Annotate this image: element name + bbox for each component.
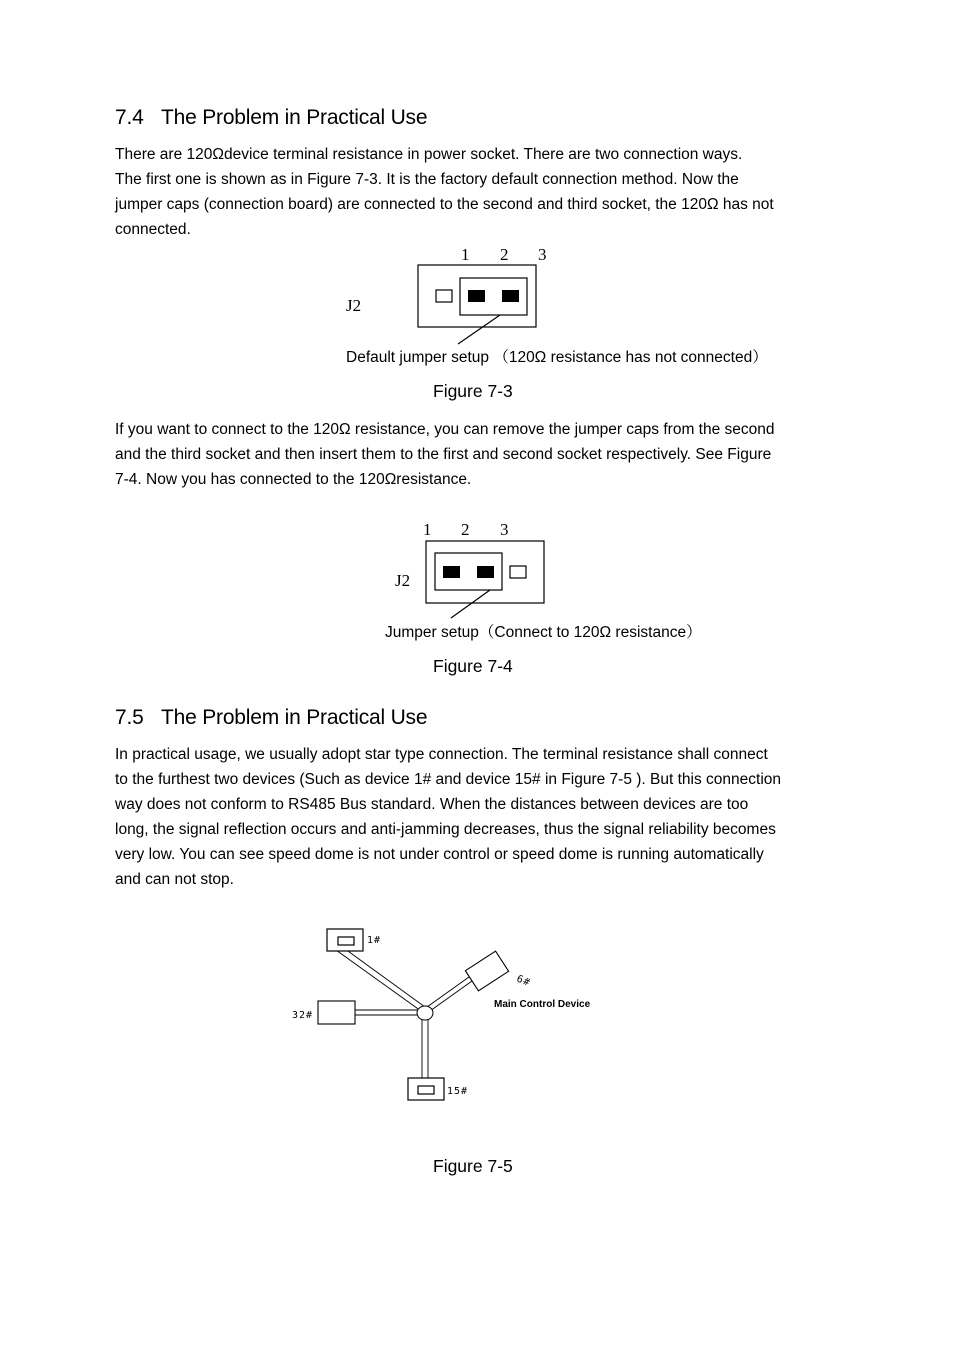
section-7-5-heading <box>115 706 427 730</box>
figure-7-5-label: Figure 7-5 <box>433 1156 513 1176</box>
figure-7-3-diagram <box>0 240 954 350</box>
jumper-label: J2 <box>395 571 411 590</box>
text-line: 7-4. Now you has connected to the 120Ωresistance. <box>115 471 472 488</box>
pin-number-1: 1 <box>461 245 470 264</box>
pin-1-shorted <box>443 566 460 578</box>
pin-number-3: 3 <box>500 520 509 539</box>
pin-3-shorted <box>502 290 519 302</box>
device-1-box <box>327 929 363 951</box>
device-32-box <box>318 1001 355 1024</box>
pin-2-shorted <box>468 290 485 302</box>
pin-2-shorted <box>477 566 494 578</box>
text-line: and can not stop. <box>115 871 234 888</box>
paragraph-star-connection <box>115 742 845 892</box>
main-control-device-label: Main Control Device <box>494 999 591 1010</box>
cable-to-32 <box>355 1010 419 1015</box>
pin-3-open <box>510 566 526 578</box>
text-line: If you want to connect to the 120Ω resistance, you can remove the jumper caps from the second <box>115 421 775 438</box>
section-number: 7.5 <box>115 706 144 729</box>
text-line: way does not conform to RS485 Bus standard. When the distances between devices are too <box>115 796 749 813</box>
text-line: connected. <box>115 221 191 238</box>
text-line: long, the signal reflection occurs and anti-jamming decreases, thus the signal reliability becomes <box>115 821 776 838</box>
device-6-box <box>465 951 508 991</box>
pin-number-2: 2 <box>461 520 470 539</box>
text-line: jumper caps (connection board) are connected to the second and third socket, the 120Ω has not <box>115 196 774 213</box>
figure-7-5-diagram <box>0 915 954 1115</box>
junction-node <box>417 1006 433 1020</box>
text-line: The first one is shown as in Figure 7-3. It is the factory default connection method. Now the <box>115 171 739 188</box>
text-line: and the third socket and then insert them to the first and second socket respectively. See Figure <box>115 446 772 463</box>
device-6-label: 6# <box>514 973 533 990</box>
leader-line <box>451 590 490 618</box>
section-title: The Problem in Practical Use <box>161 106 428 129</box>
cable-to-15 <box>422 1020 428 1080</box>
text-line: to the furthest two devices (Such as device 1# and device 15# in Figure 7-5 ). But this connection <box>115 771 782 788</box>
pin-number-3: 3 <box>538 245 547 264</box>
pin-number-1: 1 <box>423 520 432 539</box>
section-number: 7.4 <box>115 106 144 129</box>
leader-line <box>458 315 500 344</box>
figure-7-4-label: Figure 7-4 <box>433 656 513 676</box>
pin-number-2: 2 <box>500 245 509 264</box>
device-32-label: 32# <box>292 1010 314 1021</box>
figure-7-3-caption: Default jumper setup （120Ω resistance has not connected） <box>346 349 768 366</box>
device-15-box <box>408 1078 444 1100</box>
pin-1-open <box>436 290 452 302</box>
text-line: In practical usage, we usually adopt star type connection. The terminal resistance shall connect <box>115 746 768 763</box>
jumper-label: J2 <box>346 296 362 315</box>
device-15-label: 15# <box>447 1086 469 1097</box>
device-1-label: 1# <box>367 935 382 946</box>
section-7-4-heading <box>115 106 427 130</box>
paragraph-connection-ways <box>115 142 845 242</box>
figure-7-4-diagram <box>0 515 954 625</box>
figure-7-3-label: Figure 7-3 <box>433 381 513 401</box>
section-title: The Problem in Practical Use <box>161 706 428 729</box>
paragraph-connect-resistance <box>115 417 845 492</box>
text-line: There are 120Ωdevice terminal resistance in power socket. There are two connection ways. <box>115 146 743 163</box>
figure-7-4-caption: Jumper setup（Connect to 120Ω resistance） <box>385 624 702 641</box>
text-line: very low. You can see speed dome is not under control or speed dome is running automatically <box>115 846 764 863</box>
